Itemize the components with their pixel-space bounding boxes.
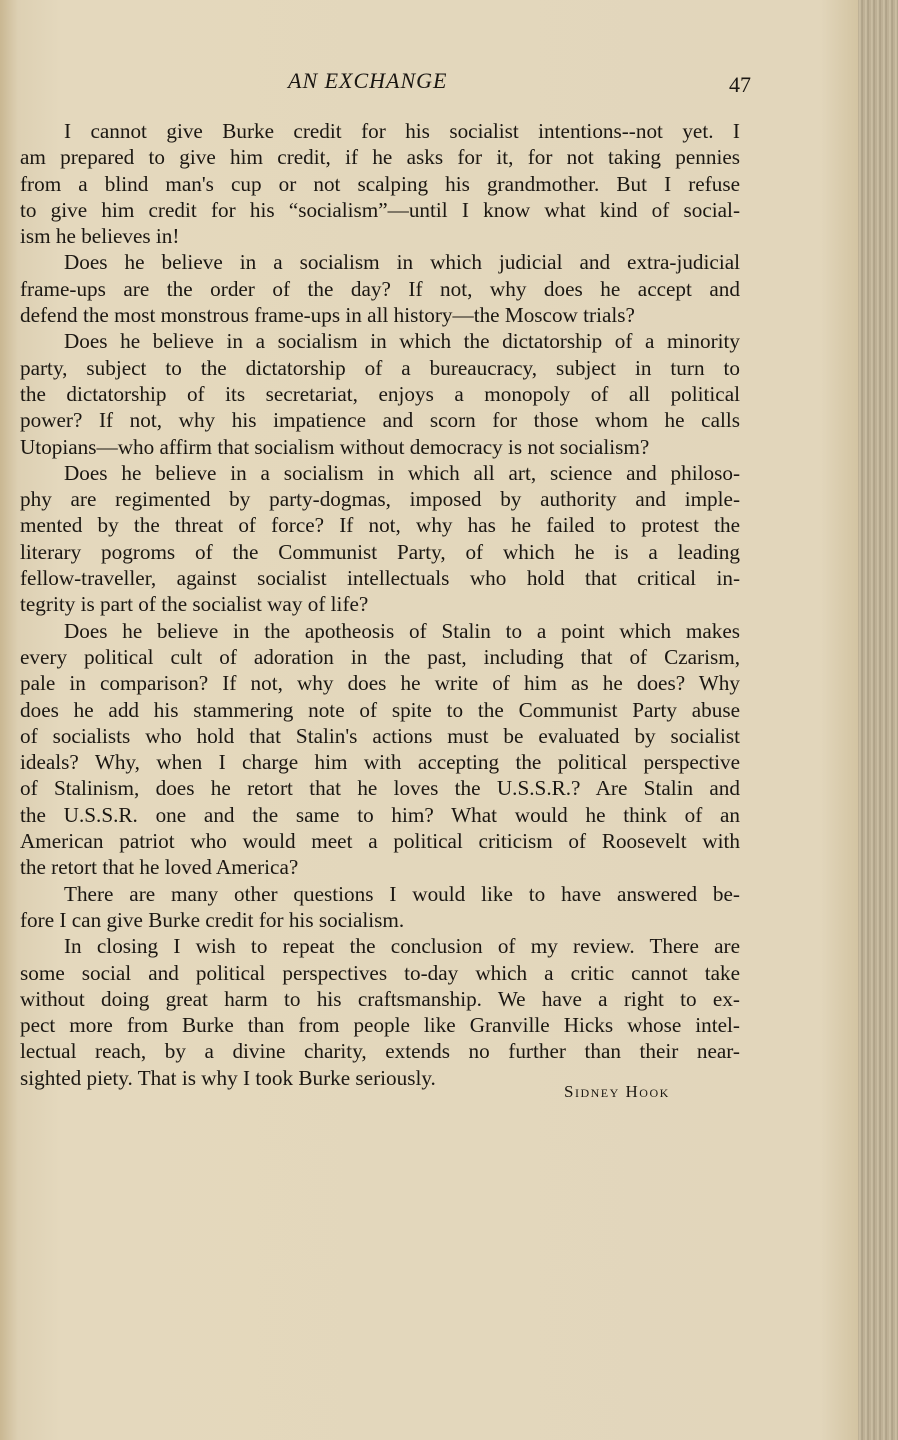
text-line: am prepared to give him credit, if he asks for it, for not taking pennies bbox=[20, 145, 740, 170]
text-line: ideals? Why, when I charge him with accepting the political perspective bbox=[20, 750, 740, 775]
text-line: fore I can give Burke credit for his socialism. bbox=[20, 907, 405, 932]
text-line: Utopians—who affirm that socialism without democracy is not socialism? bbox=[20, 434, 650, 459]
paragraph bbox=[20, 881, 740, 934]
text-line: without doing great harm to his craftsmanship. We have a right to ex- bbox=[20, 986, 740, 1011]
text-line: I cannot give Burke credit for his socialist intentions--not yet. I bbox=[64, 119, 740, 143]
text-line: some social and political perspectives to-day which a critic cannot take bbox=[20, 960, 740, 985]
paragraph bbox=[20, 460, 740, 618]
text-line: pect more from Burke than from people like Granville Hicks whose intel- bbox=[20, 1013, 740, 1038]
paragraph bbox=[20, 249, 740, 328]
text-line: In closing I wish to repeat the conclusion of my review. There are bbox=[64, 934, 740, 959]
text-line: to give him credit for his “socialism”—until I know what kind of social- bbox=[20, 197, 740, 222]
text-line: power? If not, why his impatience and scorn for those whom he calls bbox=[20, 408, 740, 433]
text-line: Does he believe in a socialism in which the dictatorship of a minority bbox=[64, 329, 740, 354]
article-body bbox=[20, 118, 740, 1091]
text-line: fellow-traveller, against socialist intellectuals who hold that critical in- bbox=[20, 566, 740, 591]
text-line: Does he believe in a socialism in which all art, science and philoso- bbox=[64, 460, 740, 485]
text-line: of Stalinism, does he retort that he loves the U.S.S.R.? Are Stalin and bbox=[20, 776, 740, 801]
text-line: There are many other questions I would like to have answered be- bbox=[64, 881, 740, 906]
text-line: literary pogroms of the Communist Party, of which he is a leading bbox=[20, 539, 740, 564]
text-line: frame-ups are the order of the day? If not, why does he accept and bbox=[20, 276, 740, 301]
paragraph bbox=[20, 933, 740, 1091]
text-line: Does he believe in the apotheosis of Stalin to a point which makes bbox=[64, 618, 740, 643]
text-line: mented by the threat of force? If not, why has he failed to protest the bbox=[20, 513, 740, 538]
text-line: lectual reach, by a divine charity, extends no further than their near- bbox=[20, 1039, 740, 1064]
text-line: pale in comparison? If not, why does he write of him as he does? Why bbox=[20, 671, 740, 696]
running-head: AN EXCHANGE bbox=[288, 68, 448, 93]
text-line: does he add his stammering note of spite to the Communist Party abuse bbox=[20, 697, 740, 722]
paragraph bbox=[20, 618, 740, 881]
page-number: 47 bbox=[729, 72, 751, 97]
text-line: Does he believe in a socialism in which judicial and extra-judicial bbox=[64, 250, 740, 275]
text-line: phy are regimented by party-dogmas, imposed by authority and imple- bbox=[20, 487, 740, 512]
text-line: defend the most monstrous frame-ups in all history—the Moscow trials? bbox=[20, 303, 635, 328]
text-line: the dictatorship of its secretariat, enjoys a monopoly of all political bbox=[20, 381, 740, 406]
text-line: party, subject to the dictatorship of a bureaucracy, subject in turn to bbox=[20, 355, 740, 380]
page-header bbox=[0, 66, 858, 100]
page-edge bbox=[858, 0, 898, 1440]
text-line: the retort that he loved America? bbox=[20, 855, 299, 880]
paragraph bbox=[20, 328, 740, 459]
text-line: ism he believes in! bbox=[20, 224, 180, 249]
text-line: sighted piety. That is why I took Burke seriously. bbox=[20, 1065, 436, 1090]
author-signature: Sidney Hook bbox=[564, 1082, 670, 1101]
text-line: of socialists who hold that Stalin's actions must be evaluated by socialist bbox=[20, 723, 740, 748]
text-line: from a blind man's cup or not scalping his grandmother. But I refuse bbox=[20, 171, 740, 196]
text-line: every political cult of adoration in the past, including that of Czarism, bbox=[20, 644, 740, 669]
paragraph bbox=[20, 118, 740, 249]
text-line: tegrity is part of the socialist way of life? bbox=[20, 592, 369, 617]
text-line: the U.S.S.R. one and the same to him? What would he think of an bbox=[20, 802, 740, 827]
text-line: American patriot who would meet a political criticism of Roosevelt with bbox=[20, 829, 740, 854]
